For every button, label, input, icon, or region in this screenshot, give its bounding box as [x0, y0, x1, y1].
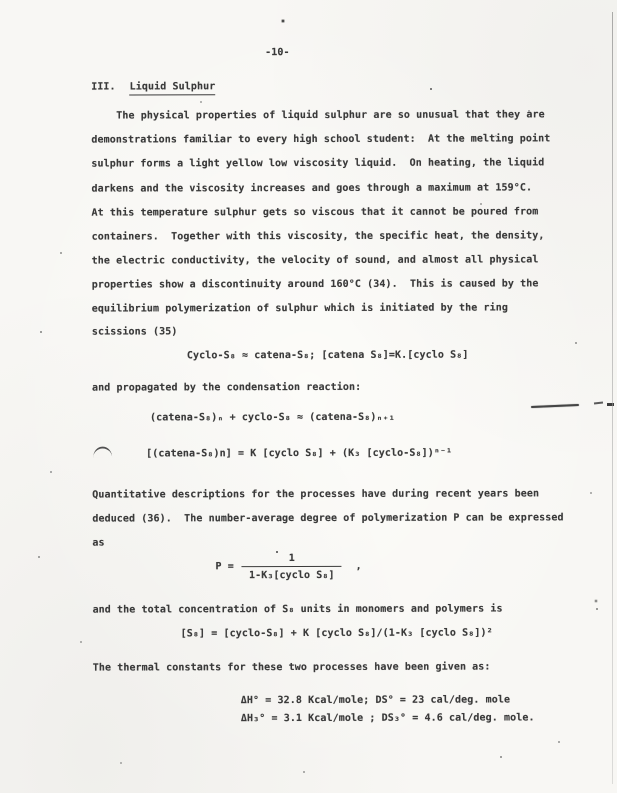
fraction-numerator: 1 — [288, 553, 295, 565]
paragraph2-line: Quantitative descriptions for the processes have during recent years been — [92, 488, 540, 501]
paper-specks — [0, 0, 2, 2]
equation-ring-scission: Cyclo-S₈ ≈ catena-S₈; [catena S₈]=K.[cyclo S₈] — [186, 349, 469, 362]
thermal-constants-line: ΔH₃° = 3.1 Kcal/mole ; DS₃° = 4.6 cal/deg. mole. — [240, 712, 535, 725]
equation-lhs: P = — [215, 561, 240, 573]
paragraph1-line: the electric conductivity, the velocity of sound, and almost all physical — [91, 254, 539, 267]
paragraph1-line: sulphur forms a light yellow low viscosity liquid. On heating, the liquid — [91, 157, 545, 170]
fraction-denominator: 1-K₃[cyclo S₈] — [242, 566, 342, 581]
connector-line: and propagated by the condensation reaction: — [91, 381, 362, 394]
page-number: -10- — [265, 47, 290, 59]
paragraph2-line: as — [92, 537, 105, 549]
paragraph1-line: equilibrium polymerization of sulphur which is initiated by the ring — [91, 302, 508, 315]
scan-edge-line — [612, 12, 613, 784]
equation-condensation-2: [(catena-S₈)n] = K [cyclo S₈] + (K₃ [cyclo-S₈])ⁿ⁻¹ — [146, 447, 453, 460]
paragraph3-line: and the total concentration of S₈ units in monomers and polymers is — [92, 603, 503, 616]
section-heading — [91, 81, 215, 95]
equation-total-concentration: [S₈] = [cyclo-S₈] + K [cyclo S₈]/(1-K₃ [cyclo S₈])² — [180, 627, 493, 640]
equation-condensation-1: (catena-S₈)ₙ + cyclo-S₈ ≈ (catena-S₈)ₙ₊₁ — [150, 411, 395, 424]
paragraph1-line: scissions (35) — [91, 326, 178, 338]
thermal-constants-line: ΔH° = 32.8 Kcal/mole; DS° = 23 cal/deg. mole — [240, 694, 511, 707]
equation-suffix: , — [355, 561, 362, 573]
section-numeral: III. — [91, 81, 116, 93]
paragraph1-line: At this temperature sulphur gets so viscous that it cannot be poured from — [91, 206, 539, 219]
paragraph1-line: demonstrations familiar to every high school student: At the melting point — [91, 133, 551, 146]
paragraph1-line: containers. Together with this viscosity, the specific heat, the density, — [91, 230, 545, 243]
equation-degree-of-polymerization — [215, 553, 361, 581]
paragraph2-line: deduced (36). The number-average degree of polymerization P can be expressed — [92, 512, 564, 525]
fraction — [242, 553, 342, 581]
section-title: Liquid Sulphur — [130, 81, 216, 95]
paragraph1-line: properties show a discontinuity around 160°C (34). This is caused by the — [91, 278, 539, 291]
paragraph4-line: The thermal constants for these two processes have been given as: — [92, 661, 491, 674]
paragraph1-line: The physical properties of liquid sulphur are so unusual that they are — [116, 109, 545, 122]
paragraph1-line: darkens and the viscosity increases and goes through a maximum at 159°C. — [91, 182, 533, 195]
pencil-arc-mark — [93, 447, 112, 458]
